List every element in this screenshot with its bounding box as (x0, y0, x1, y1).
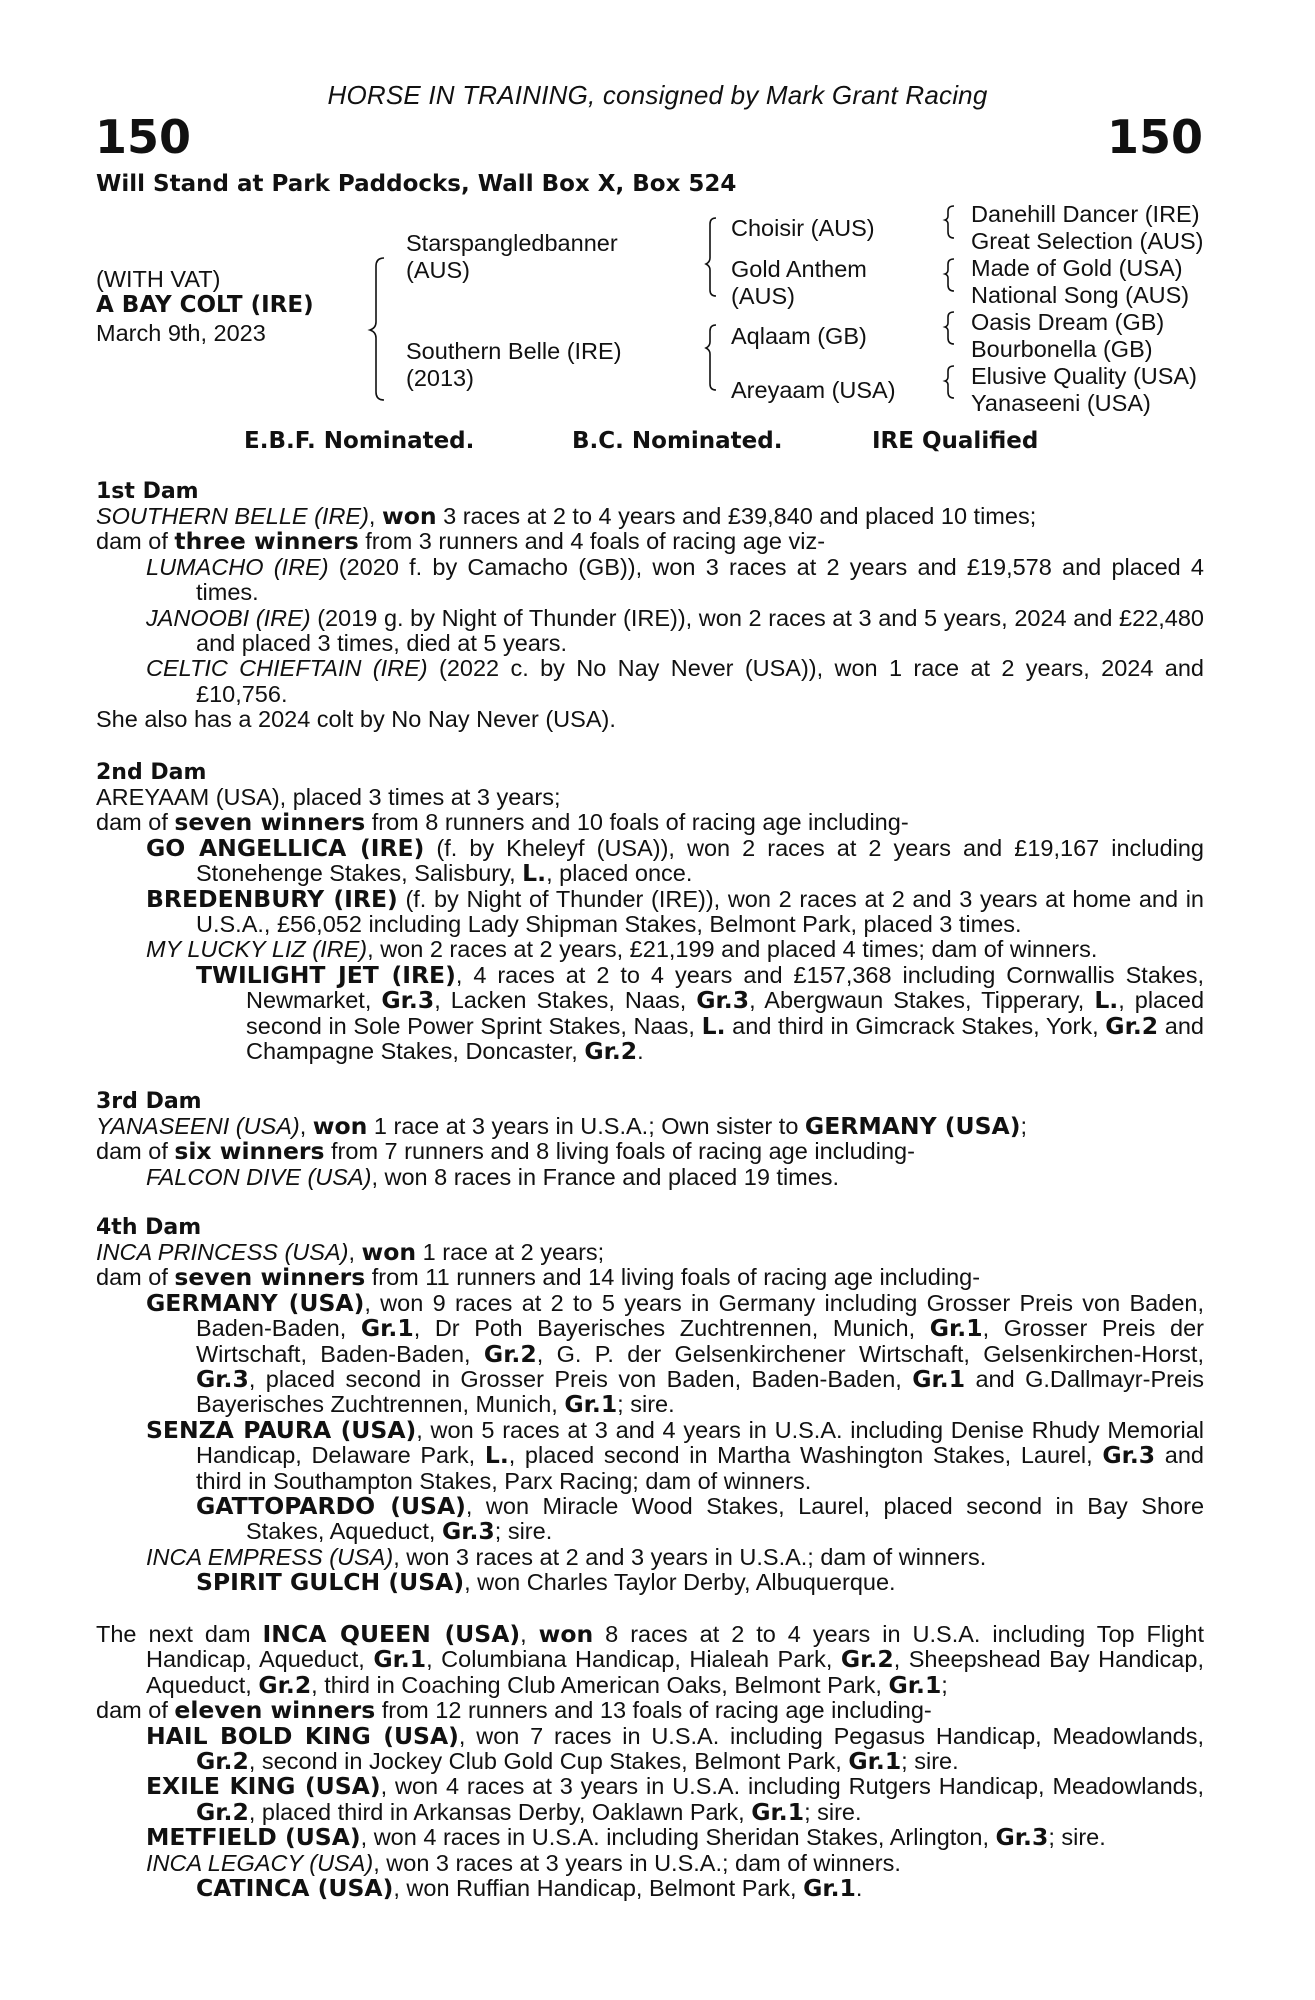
second-dam-line: AREYAAM (USA), placed 3 times at 3 years; (96, 784, 561, 810)
sire-name: Starspangledbanner (AUS) (406, 230, 618, 283)
produce-catinca: CATINCA (USA), won Ruffian Handicap, Belmont Park, Gr.1. (196, 1874, 863, 1903)
produce-gattopardo: GATTOPARDO (USA), won Miracle Wood Stakes, Laurel, placed second in Bay Shore Stakes, Aqueduct, Gr.3; sire. (196, 1492, 1205, 1546)
lot-number-right: 150 (1106, 110, 1203, 164)
produce-senza-paura: SENZA PAURA (USA), won 5 races at 3 and 4 years in U.S.A. including Denise Rhudy Memorial Handicap, Delaware Park, L., placed second in Martha Washington Stakes, Laurel, Gr.3 and third in Southampton Stakes, Parx Racing; dam of winners. (146, 1415, 1204, 1494)
produce-hail-bold-king: HAIL BOLD KING (USA), won 7 races in U.S.A. including Pegasus Handicap, Meadowlands, Gr.2, second in Jockey Club Gold Cup Stakes, Belmont Park, Gr.1; sire. (146, 1721, 1205, 1776)
brace-g78 (945, 366, 954, 398)
produce-germany: GERMANY (USA), won 9 races at 2 to 5 years in Germany including Grosser Preis von Baden, Baden-Baden, Gr.1, Dr Poth Bayerisches Zuchtrennen, Munich, Gr.1, Grosser Preis der Wirtschaft, Baden-Baden, Gr.2, G. P. der Gelsenkirchener Wirtschaft, Gelsenkirchen-Horst, Gr.3, placed second in Grosser Preis von Baden, Baden-Baden, Gr.1 and G.Dallmayr-Preis Bayerisches Zuchtrennen, Munich, Gr.1; sire. (146, 1288, 1204, 1419)
dam-name: Southern Belle (IRE) (2013) (406, 338, 622, 391)
consignment-line: HORSE IN TRAINING, consigned by Mark Grant Racing (327, 80, 988, 110)
fourth-dam-line: INCA PRINCESS (USA), won 1 race at 2 years; (96, 1238, 605, 1266)
next-dam-section (96, 1622, 1204, 1901)
second-dam-section (96, 760, 1204, 1064)
third-dam-line: YANASEENI (USA), won 1 race at 3 years in U.S.A.; Own sister to GERMANY (USA); (96, 1112, 1028, 1140)
first-dam-heading: 1st Dam (96, 479, 199, 504)
horse-name: A BAY COLT (IRE) (96, 292, 314, 318)
sire-sire: Choisir (AUS) (731, 215, 875, 241)
first-dam-note: She also has a 2024 colt by No Nay Never (USA). (96, 706, 616, 733)
produce-lumacho: LUMACHO (IRE) (2020 f. by Camacho (GB)), won 3 races at 2 years and £19,578 and placed 4 times. (146, 553, 1204, 606)
third-dam-section (96, 1089, 1204, 1190)
third-dam-heading: 3rd Dam (96, 1089, 202, 1114)
brace-g12 (945, 206, 954, 238)
second-dam-heading: 2nd Dam (96, 760, 207, 785)
stand-location: Will Stand at Park Paddocks, Wall Box X, Box 524 (96, 171, 737, 197)
first-dam-produce-line: dam of three winners from 3 runners and 4 foals of racing age viz- (96, 527, 826, 556)
produce-spirit-gulch: SPIRIT GULCH (USA), won Charles Taylor Derby, Albuquerque. (196, 1568, 896, 1597)
gg-8: Yanaseeni (USA) (971, 390, 1151, 416)
produce-twilight-jet: TWILIGHT JET (IRE), 4 races at 2 to 4 years and £157,368 including Cornwallis Stakes, Newmarket, Gr.3, Lacken Stakes, Naas, Gr.3, Abergwaun Stakes, Tipperary, L., placed second in Sole Power Sprint Stakes, Naas, L. and third in Gimcrack Stakes, York, Gr.2 and Champagne Stakes, Doncaster, Gr.2. (196, 960, 1205, 1066)
fourth-dam-section (96, 1215, 1204, 1596)
dam-sire: Aqlaam (GB) (731, 323, 867, 349)
produce-inca-empress: INCA EMPRESS (USA), won 3 races at 2 and 3 years in U.S.A.; dam of winners. (146, 1543, 987, 1570)
produce-janoobi: JANOOBI (IRE) (2019 g. by Night of Thunder (IRE)), won 2 races at 3 and 5 years, 2024 and £22,480 and placed 3 times, died at 5 years. (146, 604, 1204, 657)
next-dam-produce-line: dam of eleven winners from 12 runners and 13 foals of racing age including- (96, 1696, 932, 1725)
gg-4: National Song (AUS) (971, 282, 1190, 308)
third-dam-produce-line: dam of six winners from 7 runners and 8 living foals of racing age including- (96, 1137, 915, 1166)
gg-3: Made of Gold (USA) (971, 255, 1183, 281)
brace-dam-line (706, 325, 716, 390)
first-dam-section (96, 479, 1204, 733)
nomination-ire: IRE Qualified (872, 428, 1039, 454)
brace-g34 (945, 259, 954, 291)
next-dam-line: The next dam INCA QUEEN (USA), won 8 races at 2 to 4 years in U.S.A. including Top Flight Handicap, Aqueduct, Gr.1, Columbiana Handicap, Hialeah Park, Gr.2, Sheepshead Bay Handicap, Aqueduct, Gr.2, third in Coaching Club American Oaks, Belmont Park, Gr.1; (96, 1620, 1205, 1699)
produce-inca-legacy: INCA LEGACY (USA), won 3 races at 3 years in U.S.A.; dam of winners. (146, 1849, 901, 1876)
brace-sire-line (706, 218, 716, 296)
fourth-dam-heading: 4th Dam (96, 1215, 202, 1240)
foaling-date: March 9th, 2023 (96, 320, 266, 346)
produce-bredenbury: BREDENBURY (IRE) (f. by Night of Thunder (IRE)), won 2 races at 2 and 3 years at home and in U.S.A., £56,052 including Lady Shipman Stakes, Belmont Park, placed 3 times. (146, 884, 1204, 938)
dam-dam: Areyaam (USA) (731, 377, 896, 403)
brace-g56 (945, 312, 954, 344)
lot-number-left: 150 (95, 110, 192, 164)
produce-my-lucky-liz: MY LUCKY LIZ (IRE), won 2 races at 2 years, £21,199 and placed 4 times; dam of winners. (146, 936, 1098, 963)
produce-go-angellica: GO ANGELLICA (IRE) (f. by Kheleyf (USA)), won 2 races at 2 years and £19,167 including Stonehenge Stakes, Salisbury, L., placed once. (146, 833, 1205, 888)
second-dam-produce-line: dam of seven winners from 8 runners and 10 foals of racing age including- (96, 808, 909, 837)
first-dam-line: SOUTHERN BELLE (IRE), won 3 races at 2 to 4 years and £39,840 and placed 10 times; (96, 502, 1037, 530)
nomination-ebf: E.B.F. Nominated. (244, 428, 475, 454)
gg-1: Danehill Dancer (IRE) (971, 201, 1200, 227)
gg-2: Great Selection (AUS) (971, 228, 1204, 254)
produce-celtic-chieftain: CELTIC CHIEFTAIN (IRE) (2022 c. by No Nay Never (USA)), won 1 race at 2 years, 2024 and £10,756. (146, 655, 1204, 707)
vat-note: (WITH VAT) (96, 266, 221, 292)
produce-falcon-dive: FALCON DIVE (USA), won 8 races in France and placed 19 times. (146, 1163, 840, 1190)
gg-6: Bourbonella (GB) (971, 336, 1153, 362)
brace-sire-dam (370, 258, 384, 400)
gg-7: Elusive Quality (USA) (971, 363, 1197, 389)
produce-exile-king: EXILE KING (USA), won 4 races at 3 years in U.S.A. including Rutgers Handicap, Meadowlands, Gr.2, placed third in Arkansas Derby, Oaklawn Park, Gr.1; sire. (146, 1772, 1204, 1826)
sire-dam: Gold Anthem (AUS) (731, 256, 867, 309)
produce-metfield: METFIELD (USA), won 4 races in U.S.A. including Sheridan Stakes, Arlington, Gr.3; sire. (146, 1823, 1106, 1852)
gg-5: Oasis Dream (GB) (971, 309, 1165, 335)
nomination-bc: B.C. Nominated. (572, 428, 783, 454)
fourth-dam-produce-line: dam of seven winners from 11 runners and 14 living foals of racing age including- (96, 1263, 981, 1292)
